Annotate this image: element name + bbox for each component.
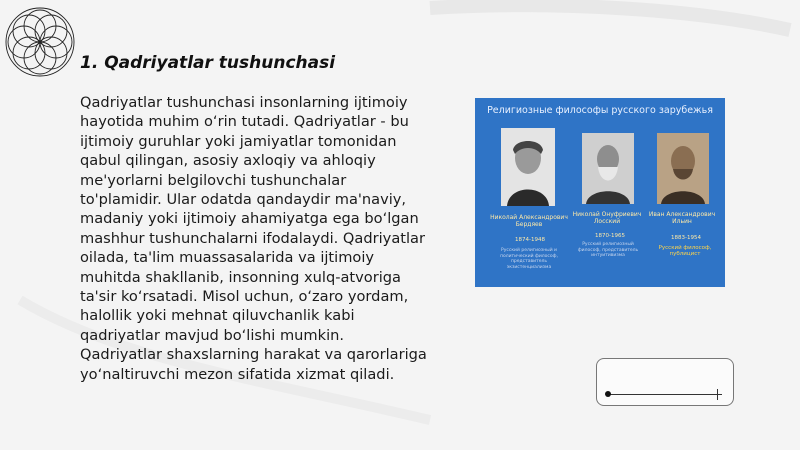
caption-desc-3: Русский философ, публицист — [658, 245, 712, 257]
caption-name-1: Николай Александрович Бердяев — [490, 214, 568, 228]
caption-years-2: 1870-1965 — [595, 233, 625, 239]
geometric-logo-icon — [2, 4, 78, 80]
caption-years-3: 1883-1954 — [671, 235, 701, 241]
caption-years-1: 1874-1948 — [515, 237, 545, 243]
slider-end-tick-h — [713, 394, 722, 395]
philosophers-slide-image — [475, 98, 725, 287]
caption-desc-2: Русский религиозный философ, представитель интуитивизма — [577, 242, 639, 258]
portrait-lossky — [582, 133, 634, 204]
caption-name-2: Николай Онуфриевич Лосский — [572, 211, 642, 225]
portrait-berdyaev — [501, 128, 555, 206]
caption-name-3: Иван Александрович Ильин — [648, 211, 716, 225]
slider-track[interactable] — [607, 394, 719, 395]
portrait-ilyin — [657, 133, 709, 204]
slide-title: Религиозные философы русского зарубежья — [487, 105, 713, 116]
media-slider-box[interactable] — [596, 358, 734, 406]
section-title: 1. Qadriyatlar tushunchasi — [80, 53, 336, 73]
caption-desc-1: Русский религиозный и политический философ, представитель экзистенциализма — [500, 248, 558, 270]
slider-knob[interactable] — [605, 391, 611, 397]
body-paragraph: Qadriyatlar tushunchasi insonlarning ijtimoiy hayotida muhim o‘rin tutadi. Qadriyatlar - bu ijtimoiy guruhlar yoki jamiyatlar tomonidan qabul qilingan, asosiy axloqiy va ahloqiy me'yorlarni belgilovchi tushunchalar to'plamidir. Ular odatda qandaydir ma'naviy, madaniy yoki ijtimoiy ahamiyatga ega bo‘lgan mashhur tushunchalarni ifodalaydi. Qadriyatlar oilada, ta'lim muassasalarida va ijtimoiy muhitda shakllanib, insonning xulq-atvoriga ta'sir ko‘rsatadi. Misol uchun, o‘zaro yordam, halollik yoki mehnat qiluvchanlik kabi qadriyatlar mavjud bo‘lishi mumkin. Qadriyatlar shaxslarning harakat va qarorlariga yo‘naltiruvchi mezon sifatida xizmat qiladi. — [80, 94, 427, 383]
